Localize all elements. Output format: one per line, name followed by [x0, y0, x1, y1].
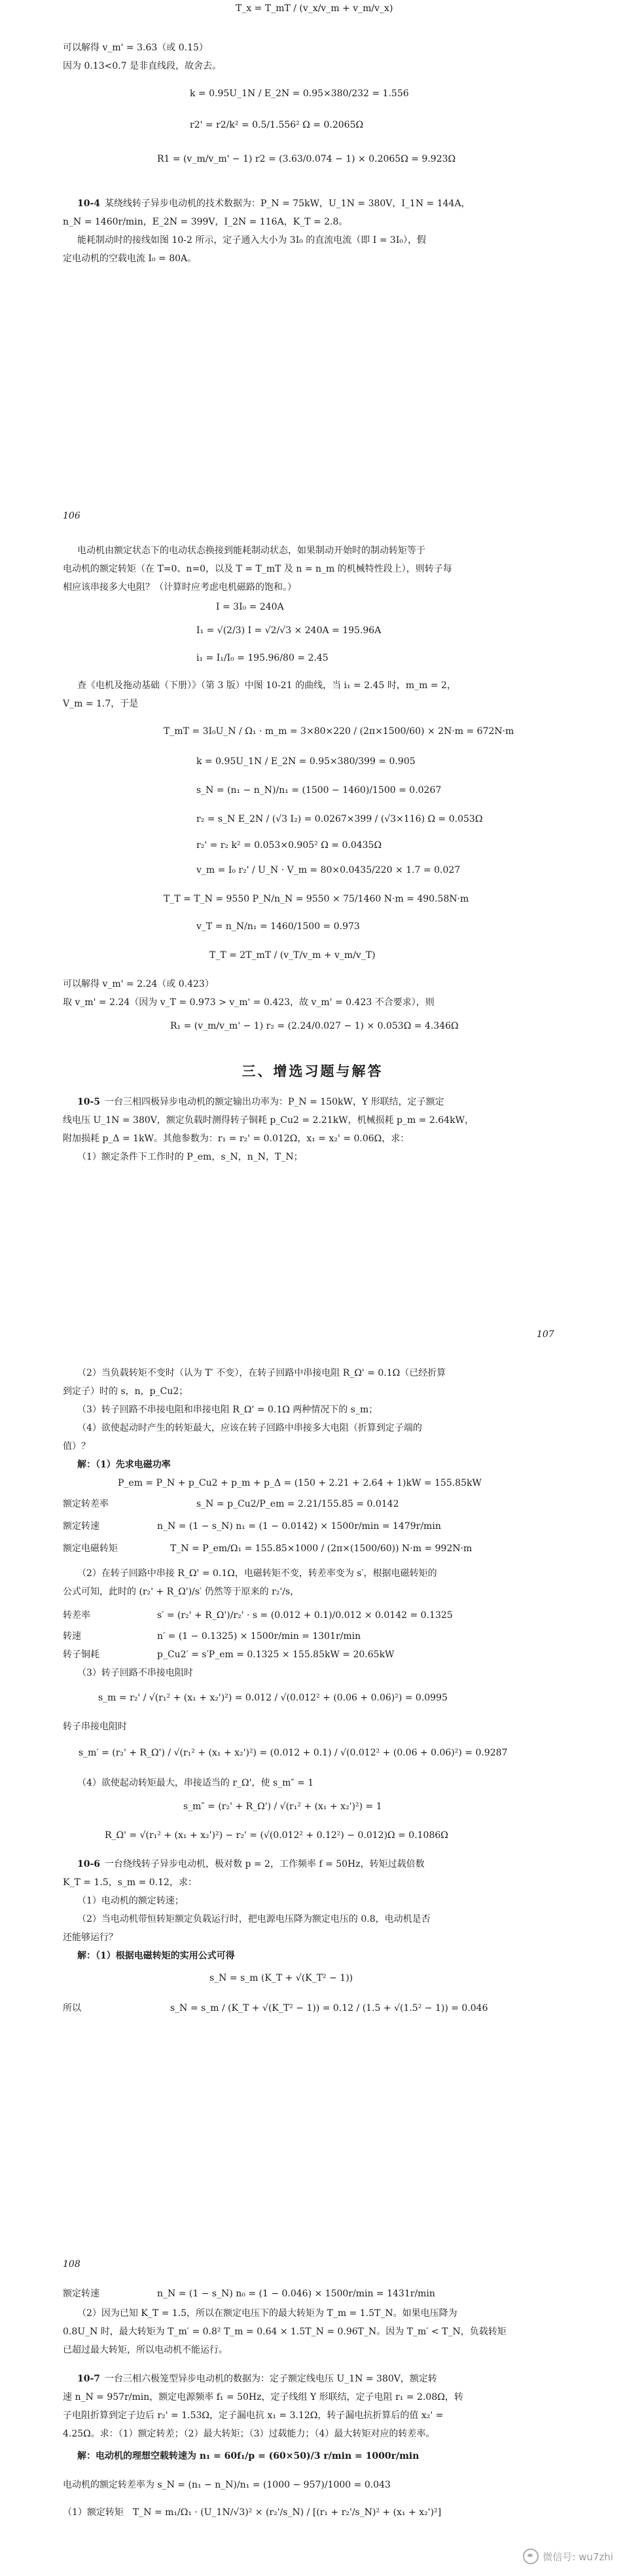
text-line: 某绕线转子异步电动机的技术数据为：P_N = 75kW，U_1N = 380V，I_1N = 144A，: [105, 198, 471, 209]
text-line: 一台绕线转子异步电动机，极对数 p = 2，工作频率 f = 50Hz，转矩过载倍数: [105, 1859, 425, 1869]
equation: R1 = (v_m/v_m' − 1) r2 = (3.63/0.074 − 1) × 0.2065Ω = 9.923Ω: [157, 154, 456, 164]
equation: T_T = T_N = 9550 P_N/n_N = 9550 × 75/1460 N·m = 490.58N·m: [164, 894, 469, 904]
text-line: 转子串接电阻时: [63, 1721, 127, 1732]
equation: r₂ = s_N E_2N / (√3 I₂) = 0.0267×399 / (√3×116) Ω = 0.053Ω: [196, 814, 483, 824]
text-line: 电动机由额定状态下的电动状态换接到能耗制动状态，如果制动开始时的制动转矩等于: [77, 545, 425, 556]
equation: n_N = (1 − s_N) n₀ = (1 − 0.046) × 1500r/min = 1431r/min: [157, 2289, 435, 2299]
text-line: K_T = 1.5，s_m = 0.12，求：: [63, 1877, 197, 1888]
wechat-icon: [523, 2548, 539, 2564]
text-line: 能耗制动时的接线如图 10-2 所示，定子通入大小为 3I₀ 的直流电流（即 I = 3I₀），假: [77, 235, 426, 246]
text-line: 因为 0.13<0.7 是非直线段，故舍去。: [63, 61, 222, 71]
problem-number: 10-7: [77, 2374, 101, 2384]
solution-label: 解：（1）先求电磁功率: [77, 1460, 171, 1470]
text-line: （2）当负载转矩不变时（认为 T′ 不变），在转子回路中串接电阻 R_Ω' = 0.1Ω（已经折算: [77, 1368, 446, 1378]
text-line: 线电压 U_1N = 380V，额定负载时测得转子铜耗 p_Cu2 = 2.21kW，机械损耗 p_m = 2.64kW，: [63, 1115, 474, 1126]
problem-number: 10-4: [77, 198, 101, 209]
text-line: （2）当电动机带恒转矩额定负载运行时，把电源电压降为额定电压的 0.8，电动机是否: [77, 1914, 431, 1924]
text-line: 速 n_N = 957r/min，额定电源频率 f₁ = 50Hz，定子线组 Y 形联结，定子电阻 r₁ = 2.08Ω，转: [63, 2392, 463, 2402]
text-line: 定电动机的空载电流 I₀ = 80A。: [63, 253, 197, 264]
page-fragment-3: [0, 1329, 625, 2115]
text-line: 值）？: [63, 1441, 90, 1452]
text-line: V_m = 1.7，于是: [63, 699, 139, 709]
text-line: 4.25Ω。求：（1）额定转差；（2）最大转矩；（3）过载能力；（4）最大转矩对应的转差率。: [63, 2429, 435, 2439]
label: 转子铜耗: [63, 1649, 99, 1660]
text-line: 0.8U_N 时，最大转矩为 T_m′ = 0.8² T_m = 0.64 × 1.5T_N = 0.96T_N。因为 T_m′ < T_N，负载转矩: [63, 2327, 507, 2337]
text-line: 可以解得 v_m' = 2.24（或 0.423）: [63, 979, 214, 989]
equation: I = 3I₀ = 240A: [216, 602, 284, 612]
page-fragment-1: [0, 0, 625, 308]
equation: k = 0.95U_1N / E_2N = 0.95×380/399 = 0.905: [196, 756, 416, 767]
text-line: 子电阻折算到定子边后 r₂' = 1.53Ω，定子漏电抗 x₁ = 3.12Ω，转子漏电抗折算后的值 x₂' =: [63, 2410, 444, 2421]
text-line: 一台三相六极笼型异步电动机的数据为：定子额定线电压 U_1N = 380V，额定转: [105, 2374, 437, 2384]
label: 额定转差率: [63, 1499, 109, 1509]
equation: v_m = I₀ r₂' / U_N · V_m = 80×0.0435/220 × 1.7 = 0.027: [196, 865, 461, 875]
page-number: 106: [63, 511, 80, 521]
text-line: 公式可知，此时的 (r₂' + R_Ω')/s′ 仍然等于原来的 r₂'/s，: [63, 1587, 300, 1597]
equation: s_m″ = (r₂' + R_Ω') / √(r₁² + (x₁ + x₂')²) = 1: [183, 1801, 382, 1812]
text-line: 查《电机及拖动基础（下册）》（第 3 版）中图 10-21 的曲线，当 i₁ = 2.45 时，m_m = 2，: [77, 680, 456, 691]
text-line: （2）因为已知 K_T = 1.5，所以在额定电压下的最大转矩为 T_m = 1.5T_N。如果电压降为: [77, 2308, 457, 2319]
text-line: 可以解得 v_m' = 3.63（或 0.15）: [63, 43, 208, 53]
equation: R₁ = (v_m/v_m' − 1) r₂ = (2.24/0.027 − 1) × 0.053Ω = 4.346Ω: [170, 1021, 459, 1031]
text-line: （4）欲使起动时产生的转矩最大，应该在转子回路中串接多大电阻（折算到定子端的: [77, 1423, 422, 1433]
equation: n′ = (1 − 0.1325) × 1500r/min = 1301r/min: [157, 1631, 361, 1642]
equation: r₂' = r₂ k² = 0.053×0.905² Ω = 0.0435Ω: [196, 840, 382, 851]
page-number: 107: [537, 1329, 554, 1340]
equation: s_N = s_m (K_T + √(K_T² − 1)): [209, 1973, 353, 1983]
solution-label: 解：（1）根据电磁转矩的实用公式可得: [77, 1951, 235, 1961]
text-line: 还能够运行？: [63, 1932, 118, 1943]
page-fragment-4: [0, 2259, 625, 2576]
text-line: n_N = 1460r/min，E_2N = 399V，I_2N = 116A，K_T = 2.8。: [63, 217, 348, 227]
equation: v_T = n_N/n₁ = 1460/1500 = 0.973: [196, 921, 360, 932]
equation: T_mT = 3I₀U_N / Ω₁ · m_m = 3×80×220 / (2π×1500/60) × 2N·m = 672N·m: [164, 726, 514, 737]
text-line: （4）欲使起动转矩最大，串接适当的 r_Ω'，使 s_m″ = 1: [77, 1778, 314, 1788]
equation: n_N = (1 − s_N) n₁ = (1 − 0.0142) × 1500r/min = 1479r/min: [157, 1521, 441, 1532]
equation: s_N = s_m / (K_T + √(K_T² − 1)) = 0.12 / (1.5 + √(1.5² − 1)) = 0.046: [170, 2003, 488, 2014]
text-line: 附加损耗 p_Δ = 1kW。其他参数为：r₁ = r₂' = 0.012Ω，x₁ = x₂' = 0.06Ω，求：: [63, 1133, 410, 1144]
label: 所以: [63, 2003, 81, 2014]
solution-label: 解：电动机的理想空载转速为 n₁ = 60f₁/p = (60×50)/3 r/min = 1000r/min: [77, 2451, 420, 2461]
label: 转差率: [63, 1610, 90, 1621]
equation: s_N = p_Cu2/P_em = 2.21/155.85 = 0.0142: [196, 1499, 399, 1509]
text-line: 一台三相四极异步电动机的额定输出功率为：P_N = 150kW，Y 形联结，定子额定: [105, 1097, 444, 1107]
label: 额定转速: [63, 2289, 99, 2299]
text-line: （3）转子回路不串接电阻和串接电阻 R_Ω' = 0.1Ω 两种情况下的 s_m；: [77, 1405, 378, 1415]
section-heading: 三、增选习题与解答: [241, 1063, 384, 1079]
equation: T_x = T_mT / (v_x/v_m + v_m/v_x): [236, 3, 393, 14]
equation: s_N = (n₁ − n_N)/n₁ = (1500 − 1460)/1500 = 0.0267: [196, 785, 442, 796]
label: 转速: [63, 1631, 81, 1642]
label: 额定转速: [63, 1521, 99, 1532]
equation: p_Cu2′ = s′P_em = 0.1325 × 155.85kW = 20.65kW: [157, 1649, 395, 1660]
watermark: [523, 2548, 613, 2564]
equation: s_m′ = (r₂' + R_Ω') / √(r₁² + (x₁ + x₂')²) = (0.012 + 0.1) / √(0.012² + (0.06 + 0.06)²) = 0.9287: [79, 1748, 508, 1758]
label: 额定电磁转矩: [63, 1543, 118, 1554]
text-line: 到定子）时的 s，n，p_Cu2；: [63, 1386, 188, 1397]
page-fragment-2: [0, 511, 625, 1244]
text-line: 相应该串接多大电阻？（计算时应考虑电机磁路的饱和。）: [63, 582, 296, 593]
text-line: 电动机的额定转矩（在 T=0、n=0，以及 T = T_mT 及 n = n_m 的机械特性段上），则转子每: [63, 564, 452, 574]
equation: T_N = P_em/Ω₁ = 155.85×1000 / (2π×(1500/60)) N·m = 992N·m: [170, 1543, 473, 1554]
equation: r2' = r2/k² = 0.5/1.556² Ω = 0.2065Ω: [190, 120, 364, 130]
text-line: （3）转子回路不串接电阻时: [77, 1668, 193, 1678]
equation: T_T = 2T_mT / (v_T/v_m + v_m/v_T): [209, 950, 376, 961]
watermark-text: 微信号: wu7zhi: [543, 2550, 613, 2563]
equation: I₁ = √(2/3) I = √2/√3 × 240A = 195.96A: [196, 625, 382, 636]
text-line: （2）在转子回路中串接 R_Ω' = 0.1Ω，电磁转矩不变，转差率变为 s′，根据电磁转矩的: [77, 1568, 437, 1579]
equation: k = 0.95U_1N / E_2N = 0.95×380/232 = 1.556: [190, 88, 409, 99]
text-line: （1）电动机的额定转速；: [77, 1896, 184, 1906]
problem-number: 10-6: [77, 1859, 101, 1869]
text-line: 取 v_m' = 2.24（因为 v_T = 0.973 > v_m' = 0.423，故 v_m' = 0.423 不合要求），则: [63, 997, 435, 1008]
equation: P_em = P_N + p_Cu2 + p_m + p_Δ = (150 + 2.21 + 2.64 + 1)kW = 155.85kW: [118, 1478, 482, 1488]
problem-number: 10-5: [77, 1097, 101, 1107]
text-line: 电动机的额定转差率为 s_N = (n₁ − n_N)/n₁ = (1000 − 957)/1000 = 0.043: [63, 2480, 391, 2490]
equation: i₁ = I₁/I₀ = 195.96/80 = 2.45: [196, 653, 329, 663]
text-line: （1）额定转矩 T_N = m₁/Ω₁ · (U_1N/√3)² × (r₂'/s_N) / [(r₁ + r₂'/s_N)² + (x₁ + x₂')²]: [63, 2507, 442, 2518]
equation: s′ = (r₂' + R_Ω')/r₂' · s = (0.012 + 0.1)/0.012 × 0.0142 = 0.1325: [157, 1610, 453, 1621]
text-line: （1）额定条件下工作时的 P_em，s_N，n_N，T_N；: [77, 1152, 303, 1162]
equation: R_Ω' = √(r₁² + (x₁ + x₂')²) − r₂' = (√(0.012² + 0.12²) − 0.012)Ω = 0.1086Ω: [105, 1830, 448, 1841]
text-line: 已超过最大转矩，所以电动机不能运行。: [63, 2345, 228, 2355]
page-number: 108: [63, 2259, 80, 2270]
equation: s_m = r₂' / √(r₁² + (x₁ + x₂')²) = 0.012 / √(0.012² + (0.06 + 0.06)²) = 0.0995: [98, 1693, 448, 1703]
